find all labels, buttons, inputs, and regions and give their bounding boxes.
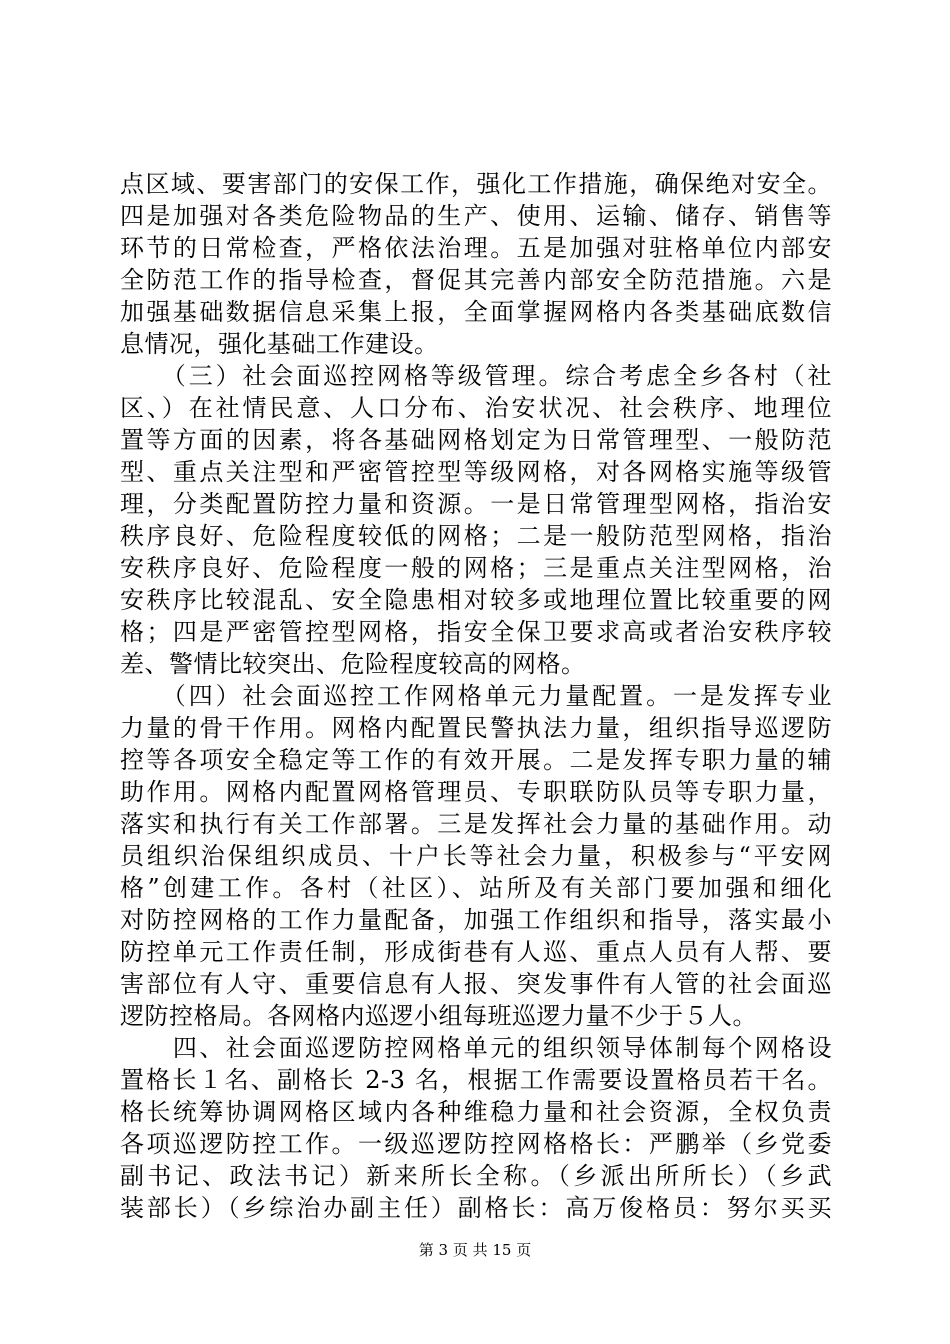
text-line: 全防范工作的指导检查，督促其完善内部安全防范措施。六是: [120, 266, 832, 294]
text-line: 理，分类配置防控力量和资源。一是日常管理型网格，指治安: [120, 490, 832, 518]
text-line: 助作用。网格内配置网格管理员、专职联防队员等专职力量，: [120, 778, 832, 806]
text-line: 安秩序良好、危险程度一般的网格；三是重点关注型网格，治: [120, 554, 832, 582]
text-line: 置等方面的因素，将各基础网格划定为日常管理型、一般防范: [120, 426, 832, 454]
text-line: 逻防控格局。各网格内巡逻小组每班巡逻力量不少于５人。: [120, 1002, 757, 1030]
text-line: 四、社会面巡逻防控网格单元的组织领导体制每个网格设: [120, 1034, 832, 1062]
text-line: 各项巡逻防控工作。一级巡逻防控网格格长：严鹏举（乡党委: [120, 1130, 832, 1158]
text-line: 点区域、要害部门的安保工作，强化工作措施，确保绝对安全。: [120, 170, 832, 198]
text-line: 控等各项安全稳定等工作的有效开展。二是发挥专职力量的辅: [120, 746, 832, 774]
text-line: 置格长１名、副格长 2-3 名，根据工作需要设置格员若干名。: [120, 1066, 832, 1094]
text-line: 息情况，强化基础工作建设。: [120, 330, 439, 358]
document-body: [120, 168, 832, 1224]
text-line: 环节的日常检查，严格依法治理。五是加强对驻格单位内部安: [120, 234, 832, 262]
text-line: 落实和执行有关工作部署。三是发挥社会力量的基础作用。动: [120, 810, 832, 838]
text-line: 差、警情比较突出、危险程度较高的网格。: [120, 650, 586, 678]
text-line: 加强基础数据信息采集上报，全面掌握网格内各类基础底数信: [120, 298, 832, 326]
text-line: 区、）在社情民意、人口分布、治安状况、社会秩序、地理位: [120, 394, 832, 422]
text-line: 员组织治保组织成员、十户长等社会力量，积极参与“平安网: [120, 842, 832, 870]
text-line: 秩序良好、危险程度较低的网格；二是一般防范型网格，指治: [120, 522, 832, 550]
text-line: 力量的骨干作用。网格内配置民警执法力量，组织指导巡逻防: [120, 714, 832, 742]
text-line: 对防控网格的工作力量配备，加强工作组织和指导，落实最小: [120, 906, 832, 934]
text-line: （四）社会面巡控工作网格单元力量配置。一是发挥专业: [120, 682, 832, 710]
text-line: 型、重点关注型和严密管控型等级网格，对各网格实施等级管: [120, 458, 832, 486]
text-line: 装部长）（乡综治办副主任）副格长：高万俊格员：努尔买买: [120, 1194, 832, 1222]
text-line: 害部位有人守、重要信息有人报、突发事件有人管的社会面巡: [120, 970, 832, 998]
text-line: 格长统筹协调网格区域内各种维稳力量和社会资源，全权负责: [120, 1098, 832, 1126]
text-line: 格”创建工作。各村（社区）、站所及有关部门要加强和细化: [120, 874, 832, 902]
text-line: 防控单元工作责任制，形成街巷有人巡、重点人员有人帮、要: [120, 938, 832, 966]
text-line: 四是加强对各类危险物品的生产、使用、运输、储存、销售等: [120, 202, 832, 230]
text-line: （三）社会面巡控网格等级管理。综合考虑全乡各村（社: [120, 362, 832, 390]
text-line: 安秩序比较混乱、安全隐患相对较多或地理位置比较重要的网: [120, 586, 832, 614]
page-footer: 第 3 页 共 15 页: [418, 1241, 532, 1259]
text-line: 副书记、政法书记）新来所长全称。（乡派出所所长）（乡武: [120, 1162, 832, 1190]
text-line: 格；四是严密管控型网格，指安全保卫要求高或者治安秩序较: [120, 618, 832, 646]
